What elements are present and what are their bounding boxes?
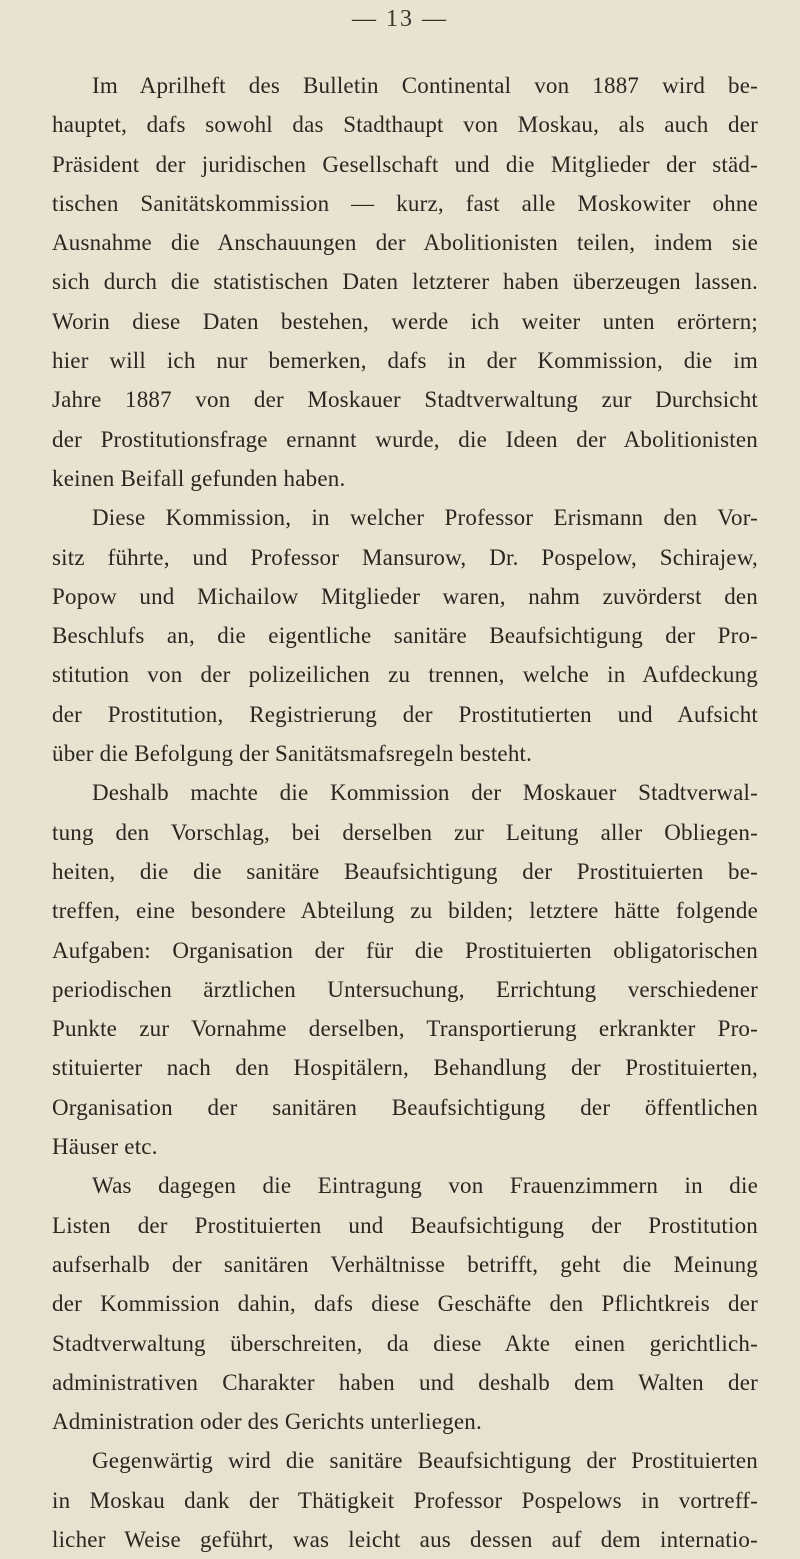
paragraph-3-line-2: tung den Vorschlag, bei derselben zur Leitung aller Obliegen- xyxy=(52,819,758,845)
paragraph-1-line-2: hauptet, dafs sowohl das Stadthaupt von Moskau, als auch der xyxy=(52,112,758,138)
paragraph-1-line-3: Präsident der juridischen Gesellschaft und die Mitglieder der städ- xyxy=(52,151,758,177)
paragraph-2-line-6: der Prostitution, Registrierung der Prostitutierten und Aufsicht xyxy=(52,701,758,727)
paragraph-4-line-1: Was dagegen die Eintragung von Frauenzimmern in die xyxy=(92,1173,758,1199)
body-text xyxy=(52,66,758,1559)
paragraph-2-line-7: über die Befolgung der Sanitätsmafsregeln besteht. xyxy=(52,741,533,767)
paragraph-3-line-4: treffen, eine besondere Abteilung zu bilden; letztere hätte folgende xyxy=(52,898,758,924)
paragraph-1-line-8: hier will ich nur bemerken, dafs in der Kommission, die im xyxy=(52,348,758,374)
paragraph-3-line-1: Deshalb machte die Kommission der Moskauer Stadtverwal- xyxy=(92,780,758,806)
paragraph-5-line-1: Gegenwärtig wird die sanitäre Beaufsichtigung der Prostituierten xyxy=(92,1448,758,1474)
paragraph-5-line-3: licher Weise geführt, was leicht aus dessen auf dem internatio- xyxy=(52,1526,758,1552)
paragraph-1-line-7: Worin diese Daten bestehen, werde ich weiter unten erörtern; xyxy=(52,308,758,334)
paragraph-1-line-11: keinen Beifall gefunden haben. xyxy=(52,465,346,491)
paragraph-1-line-10: der Prostitutionsfrage ernannt wurde, die Ideen der Abolitionisten xyxy=(52,426,758,452)
paragraph-3-line-7: Punkte zur Vornahme derselben, Transportierung erkrankter Pro- xyxy=(52,1016,758,1042)
page-number: — 13 — xyxy=(352,6,448,32)
paragraph-4-line-6: administrativen Charakter haben und deshalb dem Walten der xyxy=(52,1369,758,1395)
paragraph-4-line-4: der Kommission dahin, dafs diese Geschäfte den Pflichtkreis der xyxy=(52,1291,758,1317)
paragraph-2-line-5: stitution von der polizeilichen zu trennen, welche in Aufdeckung xyxy=(52,662,758,688)
paragraph-1-line-4: tischen Sanitätskommission — kurz, fast alle Moskowiter ohne xyxy=(52,190,758,216)
paragraph-2-line-4: Beschlufs an, die eigentliche sanitäre Beaufsichtigung der Pro- xyxy=(52,623,758,649)
paragraph-1-line-9: Jahre 1887 von der Moskauer Stadtverwaltung zur Durchsicht xyxy=(52,387,758,413)
paragraph-1-line-1: Im Aprilheft des Bulletin Continental von 1887 wird be- xyxy=(92,73,758,98)
paragraph-4-line-7: Administration oder des Gerichts unterliegen. xyxy=(52,1409,482,1435)
paragraph-3-line-5: Aufgaben: Organisation der für die Prostituierten obligatorischen xyxy=(52,937,758,963)
paragraph-3-line-3: heiten, die die sanitäre Beaufsichtigung der Prostituierten be- xyxy=(52,858,758,884)
paragraph-1-line-6: sich durch die statistischen Daten letzterer haben überzeugen lassen. xyxy=(52,269,758,295)
paragraph-3-line-6: periodischen ärztlichen Untersuchung, Errichtung verschiedener xyxy=(52,976,758,1002)
paragraph-4-line-5: Stadtverwaltung überschreiten, da diese Akte einen gerichtlich- xyxy=(52,1330,758,1356)
paragraph-4-line-2: Listen der Prostituierten und Beaufsichtigung der Prostitution xyxy=(52,1212,758,1238)
paragraph-4-line-3: aufserhalb der sanitären Verhältnisse betrifft, geht die Meinung xyxy=(52,1251,758,1277)
paragraph-1-line-5: Ausnahme die Anschauungen der Abolitionisten teilen, indem sie xyxy=(52,230,758,256)
paragraph-2-line-2: sitz führte, und Professor Mansurow, Dr. Pospelow, Schirajew, xyxy=(52,544,758,570)
paragraph-3-line-8: stituierter nach den Hospitälern, Behandlung der Prostituierten, xyxy=(52,1055,758,1081)
paragraph-3-line-9: Organisation der sanitären Beaufsichtigung der öffentlichen xyxy=(52,1094,758,1120)
paragraph-2-line-1: Diese Kommission, in welcher Professor Erismann den Vor- xyxy=(92,505,758,531)
paragraph-2-line-3: Popow und Michailow Mitglieder waren, nahm zuvörderst den xyxy=(52,583,758,609)
paragraph-5-line-2: in Moskau dank der Thätigkeit Professor Pospelows in vortreff- xyxy=(52,1487,758,1513)
paragraph-3-line-10: Häuser etc. xyxy=(52,1134,158,1160)
